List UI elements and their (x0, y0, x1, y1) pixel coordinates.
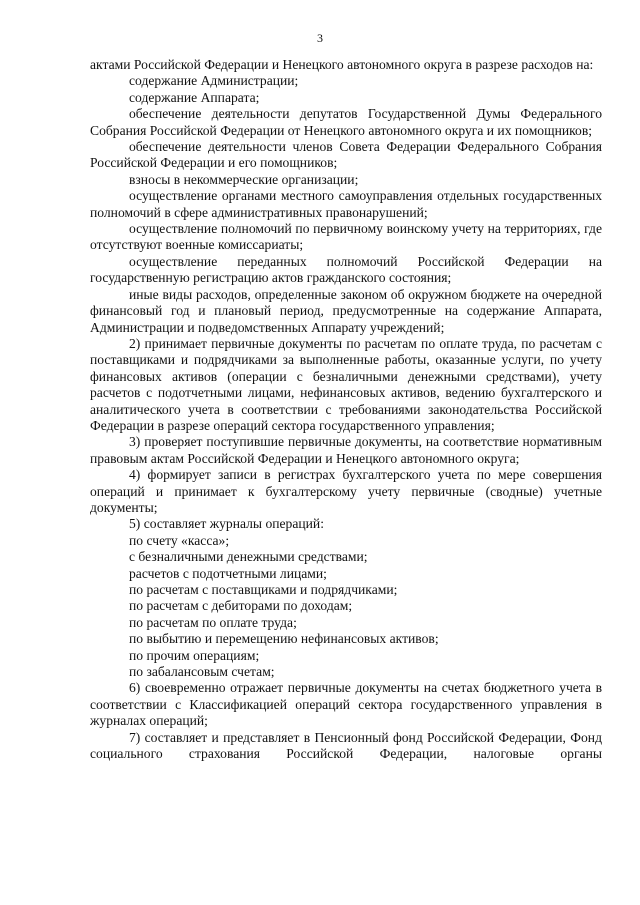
paragraph: по расчетам с поставщиками и подрядчиками; (129, 582, 398, 597)
paragraph: обеспечение деятельности членов Совета Федерации Федерального Собрания Российской Федерации и его помощников; (90, 139, 602, 171)
paragraph: 5) составляет журналы операций: (129, 516, 324, 532)
document-body (90, 57, 602, 762)
paragraph: по прочим операциям; (129, 647, 260, 663)
paragraph: по расчетам по оплате труда; (129, 614, 297, 630)
paragraph: по выбытию и перемещению нефинансовых активов; (129, 631, 439, 647)
paragraph: по расчетам с дебиторами по доходам; (129, 598, 353, 614)
paragraph: содержание Аппарата; (129, 89, 260, 105)
paragraph: 4) формирует записи в регистрах бухгалтерского учета по мере совершения операций и принимает к бухгалтерскому учету первичные (сводные) учетные документы; (90, 467, 602, 515)
paragraph: по забалансовым счетам; (129, 664, 275, 680)
paragraph: осуществление полномочий по первичному воинскому учету на территориях, где отсутствуют военные комиссариаты; (90, 221, 602, 253)
paragraph: обеспечение деятельности депутатов Государственной Думы Федерального Собрания Российской Федерации от Ненецкого автономного округа и их помощников; (90, 106, 602, 138)
paragraph: 7) составляет и представляет в Пенсионный фонд Российской Федерации, Фонд социального страхования Российской Федерации, налоговые органы (90, 729, 602, 762)
paragraph: актами Российской Федерации и Ненецкого автономного округа в разрезе расходов на: (90, 57, 594, 72)
paragraph: 3) проверяет поступившие первичные документы, на соответствие нормативным правовым актам Российской Федерации и Ненецкого автономного округа; (90, 434, 602, 466)
paragraph: взносы в некоммерческие организации; (129, 171, 359, 187)
paragraph: 2) принимает первичные документы по расчетам по оплате труда, по расчетам с поставщиками и подрядчиками за выполненные работы, оказанные услуги, по учету финансовых активов (операции с безналичными денежными средствами), учету расчетов с подотчетными лицами, нефинансовых активов, ведению бухгалтерского и аналитического учета в соответствии с требованиями законодательства Российской Федерации в разрезе операций сектора государственного управления; (90, 335, 602, 433)
paragraph: 6) своевременно отражает первичные документы на счетах бюджетного учета в соответствии с Классификацией операций сектора государственного управления в журналах операций; (90, 680, 602, 729)
paragraph: по счету «касса»; (129, 532, 230, 548)
page-number: 3 (317, 31, 323, 45)
paragraph: иные виды расходов, определенные законом об окружном бюджете на очередной финансовый год и плановый период, предусмотренные на содержание Аппарата, Администрации и подведомственных Аппарату учреждений; (90, 286, 602, 335)
paragraph: содержание Администрации; (129, 73, 299, 89)
paragraph: осуществление переданных полномочий Российской Федерации на государственную регистрацию актов гражданского состояния; (90, 253, 602, 286)
paragraph: с безналичными денежными средствами; (129, 549, 368, 565)
paragraph: осуществление органами местного самоуправления отдельных государственных полномочий в сфере административных правонарушений; (90, 188, 602, 220)
paragraph: расчетов с подотчетными лицами; (129, 565, 327, 581)
